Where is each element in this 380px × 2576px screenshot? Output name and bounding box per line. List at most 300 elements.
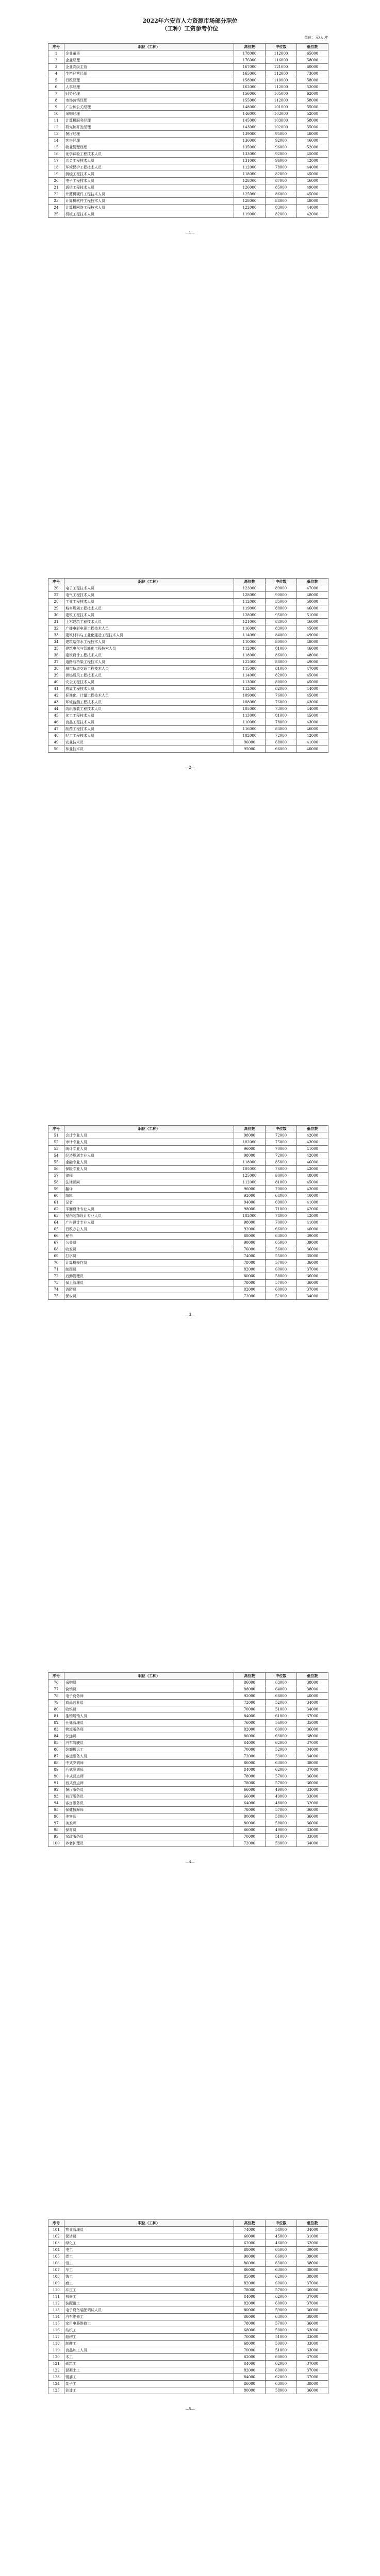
low-wage: 38000 (297, 2314, 328, 2320)
high-wage: 74000 (234, 2227, 266, 2233)
row-number: 87 (48, 1753, 64, 1760)
median-wage: 92000 (266, 151, 297, 158)
job-title: 快递员 (64, 1733, 234, 1740)
job-title: 环境监测工程技术人员 (64, 699, 234, 706)
high-wage: 82000 (234, 2300, 266, 2307)
table-row (48, 2381, 328, 2387)
median-wage: 58000 (266, 1814, 297, 1820)
high-wage: 86000 (234, 1760, 266, 1767)
column-header: 中位数 (266, 2220, 297, 2227)
table-row (48, 1206, 328, 1213)
low-wage: 45000 (297, 672, 328, 679)
low-wage: 37000 (297, 1286, 328, 1293)
job-title: 前厅服务员 (64, 1793, 234, 1800)
job-title: 生产经营经理 (64, 71, 234, 77)
table-row (48, 1159, 328, 1166)
median-wage: 63000 (266, 2381, 297, 2387)
row-number: 26 (48, 585, 64, 592)
low-wage: 46000 (297, 726, 328, 733)
high-wage: 112000 (234, 686, 266, 692)
low-wage: 47000 (297, 666, 328, 672)
document-title: 2022年六安市人力资源市场部分职位 (142, 18, 238, 24)
table-row (48, 111, 328, 117)
table-row (48, 1280, 328, 1286)
low-wage: 32000 (297, 1800, 328, 1807)
table-row (48, 2260, 328, 2267)
table-row (48, 1760, 328, 1767)
job-title: 食品加工人员 (64, 2347, 234, 2354)
high-wage: 131000 (234, 158, 266, 164)
low-wage: 46000 (297, 138, 328, 144)
job-title: 推销展销人员 (64, 1713, 234, 1720)
row-number: 24 (48, 205, 64, 211)
high-wage: 82000 (234, 2354, 266, 2361)
median-wage: 112000 (266, 97, 297, 104)
median-wage: 60000 (266, 1726, 297, 1733)
high-wage: 92000 (234, 1193, 266, 1199)
median-wage: 121000 (266, 64, 297, 71)
table-row (48, 1153, 328, 1159)
row-number: 91 (48, 1780, 64, 1787)
job-title: 中式烹调师 (64, 1760, 234, 1767)
median-wage: 57000 (266, 1280, 297, 1286)
job-title: 物流服务师 (64, 1726, 234, 1733)
job-title: 装卸搬运工 (64, 1747, 234, 1753)
row-number: 58 (48, 1179, 64, 1186)
high-wage: 110000 (234, 639, 266, 646)
low-wage: 46000 (297, 619, 328, 625)
column-header: 职位（工种） (64, 579, 234, 585)
table-row (48, 585, 328, 592)
table-row (48, 746, 328, 753)
median-wage: 57000 (266, 1807, 297, 1814)
job-title: 计算机服务经理 (64, 117, 234, 124)
page (0, 547, 380, 1094)
median-wage: 66000 (266, 2253, 297, 2260)
table-row (48, 2233, 328, 2240)
job-title: 铣工 (64, 2274, 234, 2280)
table-row (48, 1260, 328, 1266)
table-row (48, 1186, 328, 1193)
job-title: 架子工 (64, 2381, 234, 2387)
high-wage: 84000 (234, 2294, 266, 2300)
job-title: 车工 (64, 2267, 234, 2274)
row-number: 81 (48, 1713, 64, 1720)
row-number: 113 (48, 2307, 64, 2314)
row-number: 32 (48, 625, 64, 632)
low-wage: 58000 (297, 117, 328, 124)
low-wage: 62000 (297, 91, 328, 97)
column-header: 低位数 (297, 1126, 328, 1132)
row-number: 1 (48, 50, 64, 57)
median-wage: 52000 (266, 1700, 297, 1706)
row-number: 106 (48, 2260, 64, 2267)
low-wage: 46000 (297, 646, 328, 652)
table-row (48, 686, 328, 692)
table-row (48, 205, 328, 211)
row-number: 10 (48, 111, 64, 117)
table-row (48, 138, 328, 144)
table-row (48, 50, 328, 57)
high-wage: 66000 (234, 1787, 266, 1793)
job-title: 收银员 (64, 1706, 234, 1713)
low-wage: 37000 (297, 2367, 328, 2374)
median-wage: 63000 (266, 1733, 297, 1740)
row-number: 43 (48, 699, 64, 706)
high-wage: 70000 (234, 1706, 266, 1713)
low-wage: 36000 (297, 2320, 328, 2327)
table-row (48, 1807, 328, 1814)
row-number: 28 (48, 599, 64, 605)
table-row (48, 2287, 328, 2294)
table-row (48, 1726, 328, 1733)
high-wage: 167000 (234, 64, 266, 71)
median-wage: 85000 (266, 184, 297, 191)
column-header: 序号 (48, 579, 64, 585)
row-number: 6 (48, 84, 64, 91)
job-title: 家用电器维修工 (64, 2320, 234, 2327)
job-title: 金融专业人员 (64, 1159, 234, 1166)
low-wage: 42000 (297, 733, 328, 739)
row-number: 80 (48, 1706, 64, 1713)
job-title: 混凝土工 (64, 2367, 234, 2374)
median-wage: 70000 (266, 1186, 297, 1193)
job-title: 市场营销经理 (64, 97, 234, 104)
row-number: 77 (48, 1686, 64, 1693)
table-row (48, 1293, 328, 1300)
low-wage: 36000 (297, 1807, 328, 1814)
job-title: 标准化、计量工程技术人员 (64, 692, 234, 699)
median-wage: 112000 (266, 71, 297, 77)
low-wage: 52000 (297, 84, 328, 91)
median-wage: 96000 (266, 158, 297, 164)
job-title: 道路与桥梁工程技术人员 (64, 659, 234, 666)
high-wage: 112000 (234, 599, 266, 605)
table-row (48, 605, 328, 612)
row-number: 22 (48, 191, 64, 198)
median-wage: 49000 (266, 1793, 297, 1800)
high-wage: 98000 (234, 1153, 266, 1159)
job-title: 法律顾问 (64, 1179, 234, 1186)
row-number: 86 (48, 1747, 64, 1753)
row-number: 92 (48, 1787, 64, 1793)
high-wage: 96000 (234, 1146, 266, 1153)
job-title: 缝纫工 (64, 2334, 234, 2341)
column-header: 高位数 (234, 44, 266, 50)
row-number: 35 (48, 646, 64, 652)
row-number: 47 (48, 726, 64, 733)
high-wage: 76000 (234, 1720, 266, 1726)
job-title: 冲压工 (64, 2287, 234, 2294)
table-row (48, 2240, 328, 2247)
row-number: 3 (48, 64, 64, 71)
high-wage: 133000 (234, 151, 266, 158)
low-wage: 36000 (297, 1280, 328, 1286)
table-row (48, 1139, 328, 1146)
column-header: 中位数 (266, 44, 297, 50)
high-wage: 80000 (234, 1273, 266, 1280)
table-row (48, 1266, 328, 1273)
high-wage: 82000 (234, 2280, 266, 2287)
low-wage: 52000 (297, 144, 328, 151)
job-title: 安全工程技术人员 (64, 679, 234, 686)
job-title: 财务经理 (64, 91, 234, 97)
job-title: 工业工程技术人员 (64, 599, 234, 605)
column-header: 中位数 (266, 1126, 297, 1132)
median-wage: 60000 (266, 2367, 297, 2374)
table-row (48, 1253, 328, 1260)
table-row (48, 2247, 328, 2253)
job-title: 建筑设计工程技术人员 (64, 652, 234, 659)
row-number: 109 (48, 2280, 64, 2287)
high-wage: 82000 (234, 1266, 266, 1273)
job-title: 测绘工程技术人员 (64, 171, 234, 178)
median-wage: 45000 (266, 2233, 297, 2240)
low-wage: 43000 (297, 1139, 328, 1146)
median-wage: 68000 (266, 739, 297, 746)
median-wage: 103000 (266, 111, 297, 117)
row-number: 53 (48, 1146, 64, 1153)
job-title: 制药工程技术人员 (64, 726, 234, 733)
low-wage: 40000 (297, 1226, 328, 1233)
job-title: 收发员 (64, 1246, 234, 1253)
median-wage: 78000 (266, 719, 297, 726)
row-number: 116 (48, 2327, 64, 2334)
job-title: 环境保护工程技术人员 (64, 164, 234, 171)
median-wage: 84000 (266, 632, 297, 639)
low-wage: 44000 (297, 205, 328, 211)
row-number: 71 (48, 1266, 64, 1273)
table-row (48, 2334, 328, 2341)
low-wage: 36000 (297, 1726, 328, 1733)
row-number: 69 (48, 1253, 64, 1260)
high-wage: 80000 (234, 1820, 266, 1827)
low-wage: 38000 (297, 2381, 328, 2387)
table-row (48, 1820, 328, 1827)
job-title: 建筑电气与智能化工程技术人员 (64, 646, 234, 652)
median-wage: 92000 (266, 138, 297, 144)
job-title: 焊工 (64, 2253, 234, 2260)
job-title: 西式面点师 (64, 1780, 234, 1787)
job-title: 砌筑工 (64, 2361, 234, 2367)
table-row (48, 2300, 328, 2307)
job-title: 采购经理 (64, 111, 234, 117)
table-row (48, 131, 328, 138)
job-title: 冶金工程技术人员 (64, 158, 234, 164)
median-wage: 76000 (266, 1166, 297, 1173)
job-title: 记者 (64, 1199, 234, 1206)
table-row (48, 592, 328, 599)
median-wage: 83000 (266, 625, 297, 632)
job-title: 建筑材料与工业化建造工程技术人员 (64, 632, 234, 639)
row-number: 59 (48, 1186, 64, 1193)
high-wage: 82000 (234, 1286, 266, 1293)
row-number: 97 (48, 1820, 64, 1827)
low-wage: 45000 (297, 151, 328, 158)
job-title: 磨工 (64, 2280, 234, 2287)
table-row (48, 1173, 328, 1179)
table-row (48, 184, 328, 191)
row-number: 27 (48, 592, 64, 599)
median-wage: 88000 (266, 198, 297, 205)
low-wage: 36000 (297, 1820, 328, 1827)
row-number: 50 (48, 746, 64, 753)
job-title: 中式面点师 (64, 1773, 234, 1780)
low-wage: 33000 (297, 1834, 328, 1840)
job-title: 秘书 (64, 1233, 234, 1240)
low-wage: 45000 (297, 191, 328, 198)
job-title: 统计专业人员 (64, 1146, 234, 1153)
row-number: 93 (48, 1793, 64, 1800)
median-wage: 87000 (266, 178, 297, 184)
row-number: 54 (48, 1153, 64, 1159)
median-wage: 83000 (266, 726, 297, 733)
row-number: 44 (48, 706, 64, 713)
high-wage: 92000 (234, 1226, 266, 1233)
low-wage: 43000 (297, 719, 328, 726)
low-wage: 42000 (297, 1206, 328, 1213)
low-wage: 42000 (297, 1186, 328, 1193)
table-row (48, 1827, 328, 1834)
median-wage: 82000 (266, 672, 297, 679)
median-wage: 101000 (266, 104, 297, 111)
job-title: 计算机软件工程技术人员 (64, 198, 234, 205)
median-wage: 49000 (266, 1787, 297, 1793)
median-wage: 105000 (266, 91, 297, 97)
job-title: 机修工 (64, 2294, 234, 2300)
median-wage: 63000 (266, 1233, 297, 1240)
median-wage: 72000 (266, 733, 297, 739)
median-wage: 70000 (266, 1146, 297, 1153)
low-wage: 45000 (297, 692, 328, 699)
high-wage: 105000 (234, 1166, 266, 1173)
job-title: 广告设计专业人员 (64, 1219, 234, 1226)
high-wage: 123000 (234, 585, 266, 592)
column-header: 高位数 (234, 2220, 266, 2227)
median-wage: 103000 (266, 117, 297, 124)
row-number: 48 (48, 733, 64, 739)
column-header: 低位数 (297, 2220, 328, 2227)
median-wage: 48000 (266, 1800, 297, 1807)
table-row (48, 57, 328, 64)
high-wage: 114000 (234, 632, 266, 639)
high-wage: 88000 (234, 1686, 266, 1693)
high-wage: 116000 (234, 625, 266, 632)
low-wage: 33000 (297, 1827, 328, 1834)
table-row (48, 1773, 328, 1780)
table-row (48, 124, 328, 131)
job-title: 公关员 (64, 1240, 234, 1246)
high-wage: 125000 (234, 1173, 266, 1179)
high-wage: 70000 (234, 2347, 266, 2354)
row-number: 11 (48, 117, 64, 124)
table-row (48, 2327, 328, 2334)
low-wage: 45000 (297, 679, 328, 686)
high-wage: 70000 (234, 2334, 266, 2341)
table-row (48, 1733, 328, 1740)
low-wage: 46000 (297, 605, 328, 612)
row-number: 89 (48, 1767, 64, 1773)
page-number: —1— (185, 231, 195, 235)
row-number: 63 (48, 1213, 64, 1219)
job-title: 保安员 (64, 1293, 234, 1300)
high-wage: 110000 (234, 719, 266, 726)
low-wage: 42000 (297, 158, 328, 164)
median-wage: 57000 (266, 1773, 297, 1780)
high-wage: 118000 (234, 652, 266, 659)
high-wage: 178000 (234, 50, 266, 57)
median-wage: 62000 (266, 2374, 297, 2381)
job-title: 仓储管理员 (64, 1720, 234, 1726)
low-wage: 33000 (297, 1793, 328, 1800)
high-wage: 112000 (234, 164, 266, 171)
median-wage: 61000 (266, 1713, 297, 1720)
page (0, 2189, 380, 2576)
low-wage: 48000 (297, 131, 328, 138)
job-title: 装配钳工 (64, 2300, 234, 2307)
row-number: 52 (48, 1139, 64, 1146)
job-title: 客运服务人员 (64, 1753, 234, 1760)
table-row (48, 64, 328, 71)
median-wage: 51000 (266, 1834, 297, 1840)
row-number: 21 (48, 184, 64, 191)
job-title: 物业管理员 (64, 2227, 234, 2233)
high-wage: 70000 (234, 1834, 266, 1840)
table-row (48, 1166, 328, 1173)
table-row (48, 2341, 328, 2347)
median-wage: 85000 (266, 1159, 297, 1166)
job-title: 养老护理员 (64, 1840, 234, 1847)
job-title: 家政服务员 (64, 1834, 234, 1840)
table-row (48, 211, 328, 218)
median-wage: 80000 (266, 639, 297, 646)
row-number: 62 (48, 1206, 64, 1213)
median-wage: 82000 (266, 211, 297, 218)
table-row (48, 1246, 328, 1253)
job-title: 保健按摩师 (64, 1807, 234, 1814)
wage-table (48, 578, 328, 753)
low-wage: 37000 (297, 2300, 328, 2307)
job-title: 商品营业员 (64, 1700, 234, 1706)
job-title: 机械工程技术人员 (64, 211, 234, 218)
median-wage: 66000 (266, 746, 297, 753)
job-title: 计算机网络工程技术人员 (64, 205, 234, 211)
low-wage: 50000 (297, 599, 328, 605)
row-number: 125 (48, 2387, 64, 2394)
table-row (48, 158, 328, 164)
high-wage: 90000 (234, 2253, 266, 2260)
job-title: 企业董事 (64, 50, 234, 57)
table-row (48, 1219, 328, 1226)
table-row (48, 2227, 328, 2233)
median-wage: 73000 (266, 706, 297, 713)
job-title: 企业高级主管 (64, 64, 234, 71)
median-wage: 60000 (266, 2280, 297, 2287)
table-row (48, 2280, 328, 2287)
table-row (48, 679, 328, 686)
median-wage: 65000 (266, 1240, 297, 1246)
median-wage: 116000 (266, 57, 297, 64)
high-wage: 116000 (234, 726, 266, 733)
job-title: 计算机硬件工程技术人员 (64, 191, 234, 198)
low-wage: 41000 (297, 1219, 328, 1226)
high-wage: 139000 (234, 131, 266, 138)
job-title: 纺织服装工程技术人员 (64, 706, 234, 713)
job-title: 质量工程技术人员 (64, 686, 234, 692)
low-wage: 38000 (297, 2260, 328, 2267)
median-wage: 95000 (266, 612, 297, 619)
low-wage: 37000 (297, 2354, 328, 2361)
